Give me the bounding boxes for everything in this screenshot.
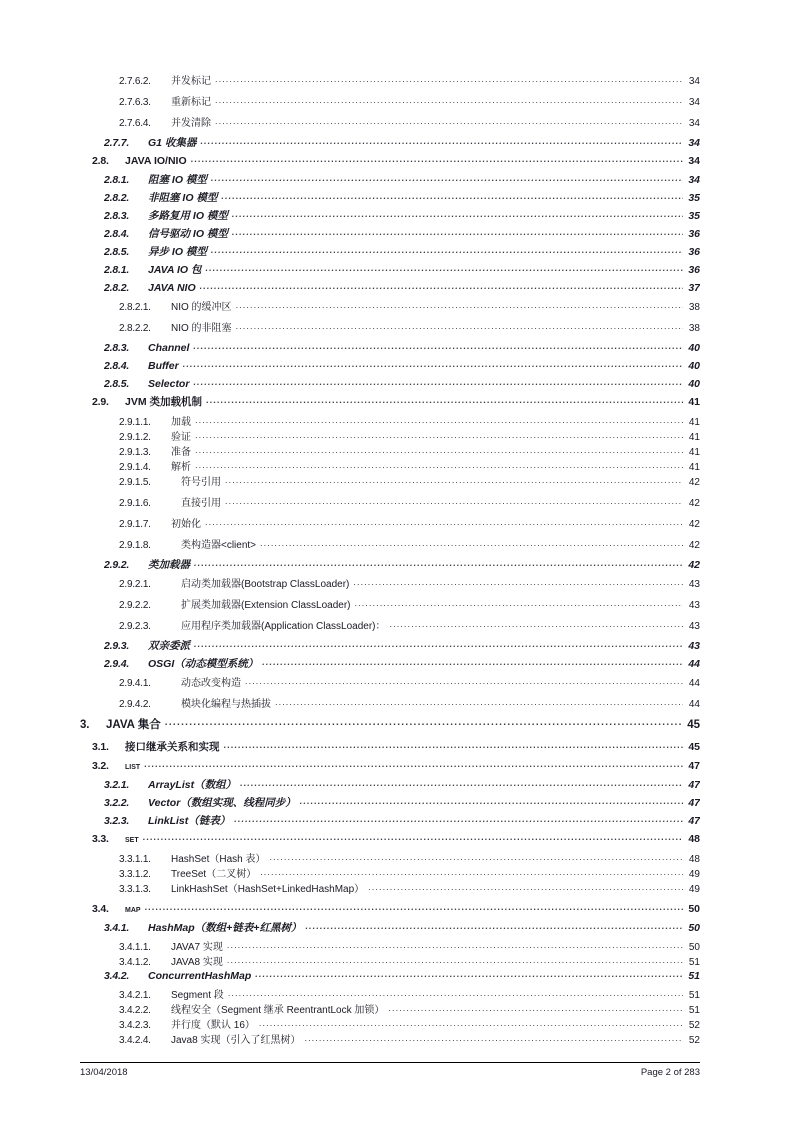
toc-entry-number: 2.8.	[92, 154, 109, 167]
toc-dot-leader	[211, 173, 683, 184]
toc-dot-leader	[195, 460, 683, 470]
toc-entry-page: 42	[688, 519, 700, 530]
toc-dot-leader	[225, 496, 683, 506]
toc-entry-number: 2.7.6.3.	[119, 97, 151, 108]
toc-entry-title: Selector	[148, 377, 190, 390]
toc-entry-page: 48	[688, 854, 700, 865]
toc-entry-number: 3.2.3.	[104, 815, 130, 827]
toc-entry-page: 35	[688, 192, 700, 204]
toc-entry-title: G1 收集器	[148, 137, 197, 149]
toc-entry-page: 43	[688, 621, 700, 632]
toc-dot-leader	[215, 95, 683, 105]
toc-entry-title: JAVA IO 包	[148, 264, 202, 276]
toc-dot-leader	[195, 415, 683, 425]
toc-entry-page: 40	[688, 377, 700, 390]
toc-entry-title: NIO 的缓冲区	[171, 302, 232, 313]
toc-entry[interactable]	[119, 695, 700, 716]
toc-entry-number: 3.4.2.1.	[119, 990, 151, 1001]
toc-entry-title: LinkList（链表）	[148, 815, 231, 827]
toc-entry-title: 启动类加载器(Bootstrap ClassLoader)	[181, 579, 350, 590]
toc-entry[interactable]	[119, 93, 700, 114]
toc-entry-page: 47	[688, 815, 700, 827]
toc-entry-title: 准备	[171, 447, 191, 458]
toc-entry-page: 45	[688, 741, 700, 753]
toc-entry[interactable]	[119, 536, 700, 557]
toc-dot-leader	[205, 517, 683, 527]
toc-dot-leader	[143, 831, 683, 842]
toc-entry[interactable]	[119, 428, 700, 443]
toc-entry-title: 重新标记	[171, 97, 211, 108]
toc-entry[interactable]	[119, 575, 700, 596]
toc-entry-title: 接口继承关系和实现	[125, 741, 220, 753]
toc-dot-leader	[255, 968, 683, 979]
toc-dot-leader	[195, 430, 683, 440]
toc-entry[interactable]	[119, 1001, 700, 1016]
toc-dot-leader	[304, 1033, 683, 1043]
toc-entry[interactable]	[104, 795, 700, 813]
toc-entry-number: 3.3.1.1.	[119, 854, 151, 865]
toc-entry-number: 2.9.2.	[104, 559, 130, 571]
toc-dot-leader	[165, 717, 683, 729]
toc-entry-page: 48	[688, 832, 700, 845]
toc-entry-number: 2.9.1.5.	[119, 477, 151, 488]
toc-entry-title: 加载	[171, 417, 191, 428]
toc-entry-title: Buffer	[148, 359, 179, 372]
toc-dot-leader	[245, 676, 683, 686]
toc-entry-page: 49	[688, 869, 700, 880]
toc-entry-number: 3.4.	[92, 902, 109, 915]
toc-entry-page: 41	[688, 417, 700, 428]
toc-entry-title: 应用程序类加载器(Application ClassLoader)：	[181, 621, 386, 632]
toc-dot-leader	[193, 340, 683, 351]
toc-entry-title: 并发标记	[171, 76, 211, 87]
toc-entry[interactable]	[104, 280, 700, 298]
toc-entry-title: HashMap（数组+链表+红黑树）	[148, 922, 302, 934]
toc-entry-number: 2.9.1.8.	[119, 540, 151, 551]
toc-entry[interactable]	[119, 880, 700, 901]
toc-dot-leader	[211, 245, 683, 256]
toc-entry[interactable]	[119, 473, 700, 494]
toc-entry[interactable]	[104, 777, 700, 795]
toc-dot-leader	[390, 619, 683, 629]
toc-entry-title: HashSet（Hash 表）	[171, 854, 266, 865]
toc-entry-page: 43	[688, 640, 700, 652]
toc-entry-title: 并发清除	[171, 118, 211, 129]
toc-entry-title: JAVA IO/NIO	[125, 154, 187, 167]
toc-dot-leader	[221, 191, 683, 202]
toc-entry-page: 50	[688, 922, 700, 934]
toc-entry-title: 信号驱动 IO 模型	[148, 228, 228, 240]
toc-entry[interactable]	[119, 986, 700, 1001]
toc-entry-page: 34	[688, 174, 700, 186]
toc-entry-page: 51	[688, 990, 700, 1001]
toc-entry-number: 2.8.4.	[104, 359, 130, 372]
toc-dot-leader	[194, 558, 683, 569]
toc-entry[interactable]	[119, 494, 700, 515]
toc-entry-title: 类加载器	[148, 559, 190, 571]
toc-dot-leader	[275, 697, 683, 707]
toc-entry[interactable]	[119, 1016, 700, 1031]
toc-entry-page: 34	[688, 97, 700, 108]
toc-entry[interactable]	[104, 656, 700, 674]
toc-entry-title: 阻塞 IO 模型	[148, 174, 207, 186]
toc-entry-number: 2.8.2.	[104, 281, 130, 294]
toc-entry-page: 35	[688, 210, 700, 222]
toc-entry-title: JAVA8 实现	[171, 957, 223, 968]
toc-entry[interactable]	[104, 340, 700, 358]
toc-entry-page: 36	[688, 228, 700, 240]
toc-dot-leader	[145, 901, 683, 912]
toc-entry-page: 36	[688, 264, 700, 276]
toc-entry-page: 42	[688, 540, 700, 551]
toc-entry[interactable]	[104, 190, 700, 208]
toc-dot-leader	[240, 778, 683, 789]
toc-entry-page: 41	[688, 447, 700, 458]
toc-entry-title: 多路复用 IO 模型	[148, 210, 228, 222]
toc-entry-page: 47	[688, 759, 700, 772]
toc-entry[interactable]	[104, 244, 700, 262]
toc-dot-leader	[205, 263, 683, 274]
toc-entry-number: 2.9.2.3.	[119, 621, 151, 632]
toc-entry[interactable]	[104, 968, 700, 986]
toc-entry[interactable]	[119, 413, 700, 428]
toc-entry-number: 3.2.2.	[104, 797, 130, 809]
toc-entry-number: 2.8.5.	[104, 246, 130, 258]
toc-entry-number: 2.9.4.1.	[119, 678, 151, 689]
toc-entry-page: 36	[688, 246, 700, 258]
footer-page-number: Page 2 of 283	[640, 1067, 700, 1078]
toc-entry-page: 41	[688, 462, 700, 473]
toc-entry-title: Segment 段	[171, 990, 224, 1001]
toc-entry-title: Vector（数组实现、线程同步）	[148, 797, 296, 809]
toc-entry-title: NIO 的非阻塞	[171, 323, 232, 334]
footer-date: 13/04/2018	[80, 1067, 128, 1078]
toc-entry[interactable]	[119, 443, 700, 458]
toc-dot-leader	[260, 867, 683, 877]
toc-entry[interactable]	[104, 813, 700, 831]
toc-entry-number: 3.4.1.2.	[119, 957, 151, 968]
toc-entry-number: 2.8.2.	[104, 192, 130, 204]
toc-dot-leader	[232, 209, 683, 220]
toc-entry[interactable]	[104, 172, 700, 190]
toc-entry-page: 52	[688, 1020, 700, 1031]
toc-entry-number: 2.9.1.2.	[119, 432, 151, 443]
toc-dot-leader	[260, 538, 683, 548]
toc-dot-leader	[225, 475, 683, 485]
toc-entry[interactable]	[119, 72, 700, 93]
footer-divider	[80, 1062, 700, 1063]
toc-entry[interactable]	[119, 458, 700, 473]
toc-entry-title: 并行度（默认 16）	[171, 1020, 255, 1031]
toc-entry-page: 34	[688, 76, 700, 87]
toc-entry-title: JAVA NIO	[148, 281, 196, 294]
toc-dot-leader	[227, 940, 683, 950]
toc-entry-page: 44	[688, 658, 700, 670]
toc-entry-title: JAVA7 实现	[171, 942, 223, 953]
toc-entry-page: 43	[688, 600, 700, 611]
toc-entry-title: TreeSet（二叉树）	[171, 869, 257, 880]
toc-dot-leader	[228, 988, 683, 998]
toc-dot-leader	[368, 882, 683, 892]
toc-entry[interactable]	[92, 739, 700, 758]
toc-entry-number: 3.	[80, 719, 90, 731]
toc-entry[interactable]	[119, 953, 700, 968]
toc-dot-leader	[206, 395, 683, 406]
toc-entry-page: 41	[688, 432, 700, 443]
toc-entry[interactable]	[104, 135, 700, 153]
toc-entry[interactable]	[119, 865, 700, 880]
toc-entry-number: 2.8.1.	[104, 174, 130, 186]
toc-entry-page: 34	[688, 137, 700, 149]
toc-entry-title: 双亲委派	[148, 640, 190, 652]
toc-entry-page: 42	[688, 559, 700, 571]
toc-entry-page: 47	[688, 779, 700, 791]
toc-entry-title: 异步 IO 模型	[148, 246, 207, 258]
toc-entry-number: 2.9.4.2.	[119, 699, 151, 710]
toc-entry-title: 线程安全（Segment 继承 ReentrantLock 加锁）	[171, 1005, 385, 1016]
toc-entry-title: OSGI（动态模型系统）	[148, 658, 259, 670]
toc-entry-page: 42	[688, 477, 700, 488]
toc-entry[interactable]	[119, 674, 700, 695]
toc-entry[interactable]	[119, 298, 700, 319]
toc-dot-leader	[183, 358, 683, 369]
toc-entry-number: 2.7.6.4.	[119, 118, 151, 129]
toc-entry-title: 非阻塞 IO 模型	[148, 192, 218, 204]
toc-entry-title: 验证	[171, 432, 191, 443]
toc-entry-page: 45	[687, 719, 700, 731]
toc-entry[interactable]	[119, 319, 700, 340]
toc-entry-title: 扩展类加载器(Extension ClassLoader)	[181, 600, 351, 611]
toc-entry-number: 3.2.	[92, 759, 109, 772]
toc-entry-title: LinkHashSet（HashSet+LinkedHashMap）	[171, 884, 365, 895]
toc-entry-number: 3.4.2.3.	[119, 1020, 151, 1031]
toc-entry-page: 52	[688, 1035, 700, 1046]
toc-entry[interactable]	[92, 153, 700, 172]
toc-entry-number: 2.9.1.6.	[119, 498, 151, 509]
toc-dot-leader	[353, 577, 683, 587]
toc-dot-leader	[232, 227, 683, 238]
toc-entry[interactable]	[104, 358, 700, 376]
toc-dot-leader	[259, 1018, 683, 1028]
toc-dot-leader	[305, 921, 683, 932]
toc-entry-page: 51	[688, 957, 700, 968]
toc-entry[interactable]	[92, 758, 700, 777]
toc-entry-page: 47	[688, 797, 700, 809]
toc-entry[interactable]	[119, 617, 700, 638]
toc-entry-page: 38	[688, 302, 700, 313]
toc-entry-page: 51	[688, 969, 700, 982]
toc-entry-page: 41	[688, 396, 700, 408]
toc-entry-title: 动态改变构造	[181, 678, 241, 689]
toc-dot-leader	[355, 598, 684, 608]
toc-dot-leader	[195, 445, 683, 455]
toc-entry-title: set	[125, 832, 139, 845]
toc-dot-leader	[224, 740, 684, 751]
toc-entry-number: 2.9.	[92, 396, 109, 408]
toc-entry-page: 34	[688, 154, 700, 167]
toc-entry[interactable]	[119, 1031, 700, 1046]
toc-entry-number: 2.9.3.	[104, 640, 130, 652]
toc-entry-page: 43	[688, 579, 700, 590]
toc-entry-title: 符号引用	[181, 477, 221, 488]
toc-entry-page: 37	[688, 281, 700, 294]
toc-dot-leader	[200, 136, 683, 147]
toc-entry-title: 类构造器<client>	[181, 540, 257, 551]
toc-entry-number: 2.7.6.2.	[119, 76, 151, 87]
toc-entry-page: 50	[688, 902, 700, 915]
toc-entry[interactable]	[104, 208, 700, 226]
toc-entry-title: 直接引用	[181, 498, 221, 509]
toc-dot-leader	[300, 796, 683, 807]
table-of-contents	[0, 72, 793, 1046]
toc-entry-title: list	[125, 759, 141, 772]
toc-dot-leader	[227, 955, 683, 965]
toc-dot-leader	[262, 657, 683, 668]
toc-entry-number: 2.9.2.2.	[119, 600, 151, 611]
toc-entry-number: 2.9.1.1.	[119, 417, 151, 428]
toc-entry[interactable]	[104, 226, 700, 244]
toc-entry[interactable]	[104, 638, 700, 656]
toc-entry-title: 解析	[171, 462, 191, 473]
toc-dot-leader	[191, 153, 683, 164]
toc-entry-number: 2.9.1.7.	[119, 519, 151, 530]
toc-dot-leader	[215, 116, 683, 126]
toc-entry-title: 初始化	[171, 519, 201, 530]
toc-entry-title: Java8 实现（引入了红黑树）	[171, 1035, 301, 1046]
toc-entry[interactable]	[104, 920, 700, 938]
toc-entry-page: 49	[688, 884, 700, 895]
toc-entry-page: 44	[688, 678, 700, 689]
toc-entry[interactable]	[80, 716, 700, 739]
toc-entry[interactable]	[119, 114, 700, 135]
toc-entry[interactable]	[119, 515, 700, 536]
toc-entry-number: 3.3.1.3.	[119, 884, 151, 895]
toc-entry-title: 模块化编程与热插拔	[181, 699, 271, 710]
toc-entry-number: 3.3.	[92, 832, 109, 845]
toc-entry-page: 38	[688, 323, 700, 334]
toc-entry[interactable]	[104, 376, 700, 394]
toc-entry-number: 2.9.2.1.	[119, 579, 151, 590]
page-footer	[80, 1062, 700, 1078]
toc-entry-number: 3.4.1.1.	[119, 942, 151, 953]
toc-entry-number: 2.8.2.1.	[119, 302, 151, 313]
toc-entry-number: 2.8.3.	[104, 341, 130, 354]
toc-entry-number: 2.9.1.4.	[119, 462, 151, 473]
toc-entry-title: JAVA 集合	[106, 719, 161, 731]
toc-entry-number: 2.8.4.	[104, 228, 130, 240]
toc-dot-leader	[194, 639, 683, 650]
toc-entry-page: 50	[688, 942, 700, 953]
toc-entry-number: 2.8.2.2.	[119, 323, 151, 334]
toc-dot-leader	[388, 1003, 683, 1013]
toc-entry-title: map	[125, 902, 141, 915]
toc-dot-leader	[236, 321, 683, 331]
toc-entry-page: 40	[688, 359, 700, 372]
toc-dot-leader	[234, 814, 683, 825]
toc-entry-title: Channel	[148, 341, 190, 354]
toc-entry-page: 40	[688, 341, 700, 354]
toc-entry-page: 42	[688, 498, 700, 509]
toc-entry-page: 51	[688, 1005, 700, 1016]
toc-entry[interactable]	[92, 394, 700, 413]
toc-entry-number: 3.1.	[92, 741, 109, 753]
toc-entry[interactable]	[92, 831, 700, 850]
toc-entry-number: 2.9.4.	[104, 658, 130, 670]
toc-entry-number: 2.8.5.	[104, 377, 130, 390]
toc-entry[interactable]	[119, 850, 700, 865]
toc-entry-number: 3.3.1.2.	[119, 869, 151, 880]
toc-entry-number: 2.7.7.	[104, 137, 130, 149]
toc-dot-leader	[236, 300, 683, 310]
toc-entry-number: 2.8.3.	[104, 210, 130, 222]
toc-entry[interactable]	[119, 596, 700, 617]
toc-entry-number: 3.4.1.	[104, 922, 130, 934]
toc-entry-number: 3.4.2.4.	[119, 1035, 151, 1046]
toc-entry[interactable]	[104, 557, 700, 575]
toc-dot-leader	[144, 758, 683, 769]
toc-dot-leader	[200, 280, 683, 291]
toc-dot-leader	[193, 376, 683, 387]
toc-entry[interactable]	[119, 938, 700, 953]
toc-entry-number: 2.9.1.3.	[119, 447, 151, 458]
toc-entry-number: 2.8.1.	[104, 264, 130, 276]
toc-dot-leader	[215, 74, 683, 84]
toc-entry-number: 3.4.2.	[104, 969, 130, 982]
toc-dot-leader	[269, 852, 683, 862]
toc-entry[interactable]	[92, 901, 700, 920]
toc-entry-title: ConcurrentHashMap	[148, 969, 252, 982]
toc-entry-number: 3.2.1.	[104, 779, 130, 791]
toc-entry-title: ArrayList（数组）	[148, 779, 237, 791]
toc-entry-number: 3.4.2.2.	[119, 1005, 151, 1016]
toc-entry-page: 34	[688, 118, 700, 129]
toc-entry-page: 44	[688, 699, 700, 710]
toc-entry-title: JVM 类加载机制	[125, 396, 203, 408]
toc-entry[interactable]	[104, 262, 700, 280]
